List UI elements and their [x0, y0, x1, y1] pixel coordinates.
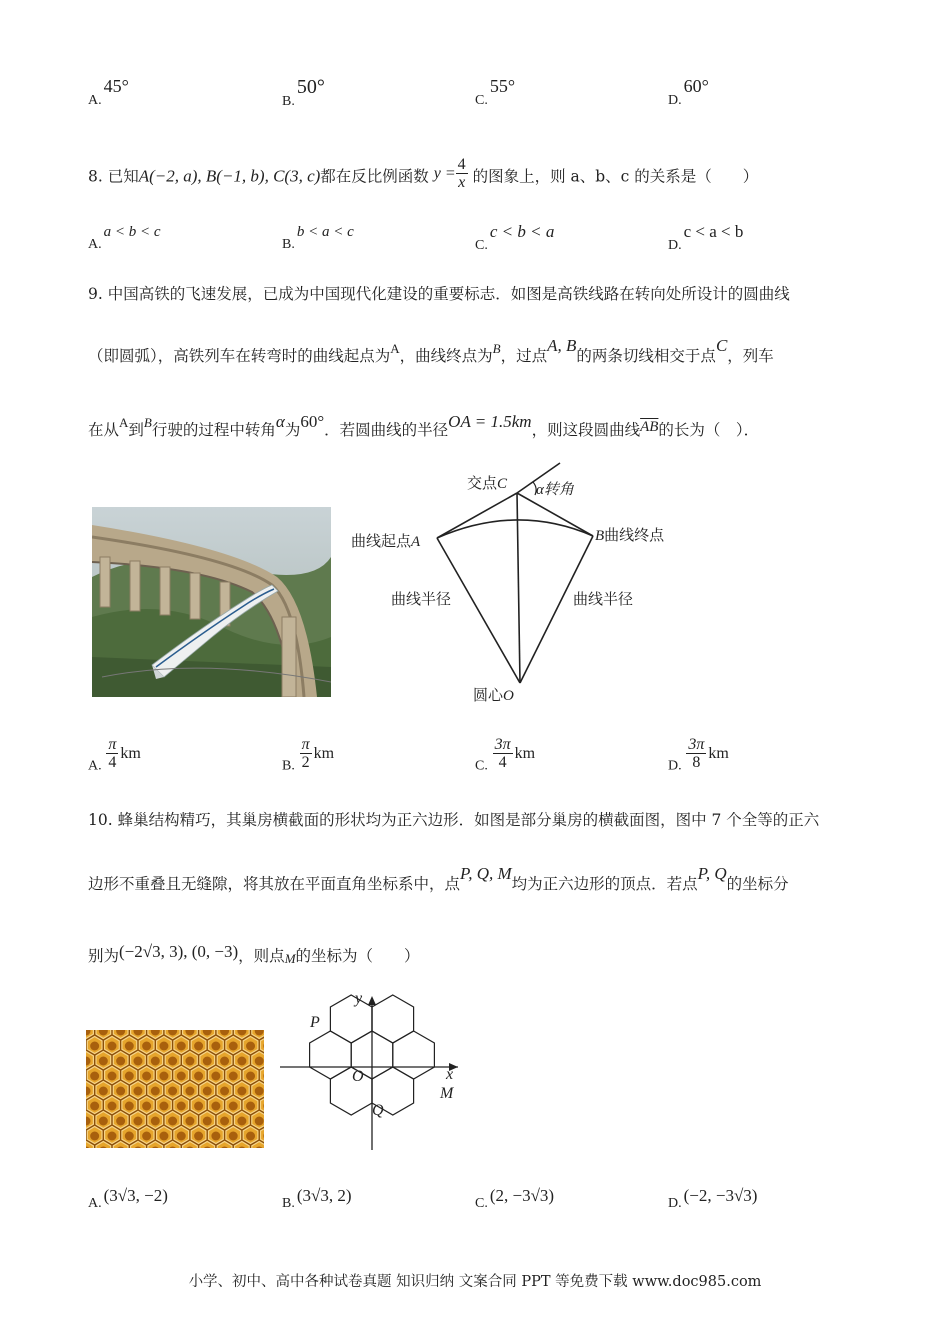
honeycomb-cell-hole: [133, 1057, 142, 1066]
hexagon: [393, 1031, 435, 1079]
honeycomb-cell-hole: [90, 1102, 99, 1111]
honeycomb-cell-hole: [125, 1132, 134, 1141]
honeycomb-cell-hole: [125, 1072, 134, 1081]
honeycomb-photo: [86, 1030, 264, 1148]
honeycomb-cell-hole: [194, 1072, 203, 1081]
honeycomb-cell-hole: [255, 1117, 264, 1126]
honeycomb-cell-hole: [211, 1072, 220, 1081]
hexagon: [330, 995, 372, 1043]
honeycomb-cell-hole: [211, 1132, 220, 1141]
honeycomb-cell-hole: [229, 1102, 238, 1111]
q10-option-b: B. (3√3, 2): [282, 1186, 352, 1211]
honeycomb-cell-hole: [203, 1117, 212, 1126]
q9-option-b: B. $\frac{\pi}{2}$ km: [282, 736, 335, 774]
q10-line2: 边形不重叠且无缝隙，将其放在平面直角坐标系中，点P, Q, M均为正六边形的顶点．若点P, Q的坐标分: [88, 864, 789, 893]
honeycomb-cell-hole: [177, 1072, 186, 1081]
q8-option-b: B.b < a < c: [282, 224, 354, 252]
q7-option-a: A.45°: [88, 76, 129, 108]
label-cross: 交点C: [467, 474, 508, 492]
honeycomb-cell-hole: [220, 1087, 229, 1096]
q10-option-a: A. (3√3, −2): [88, 1186, 168, 1211]
honeycomb-cell-hole: [116, 1087, 125, 1096]
axis-y-label: y: [355, 990, 363, 1007]
honeycomb-cell-hole: [133, 1087, 142, 1096]
label-center: 圆心O: [473, 686, 514, 704]
honeycomb-cell-hole: [159, 1132, 168, 1141]
q9-line2: （即圆弧），高铁列车在转弯时的曲线起点为$^A$，曲线终点为$^B$，过点A, B的两条切线相交于点C，列车: [88, 336, 774, 365]
honeycomb-cell-hole: [151, 1117, 160, 1126]
label-radius-left: 曲线半径: [391, 590, 452, 608]
honeycomb-cell-hole: [151, 1057, 160, 1066]
honeycomb-cell-hole: [177, 1102, 186, 1111]
honeycomb-cell-hole: [255, 1057, 264, 1066]
label-turn: α转角: [536, 482, 574, 498]
honeycomb-cell-hole: [90, 1132, 99, 1141]
curve-diagram-lines: [345, 458, 685, 708]
q9-option-d: D. $\frac{3\pi}{8}$ km: [668, 736, 729, 774]
train-photo-illustration: [92, 507, 331, 697]
honeycomb-cell: [261, 1097, 265, 1114]
label-radius-right: 曲线半径: [573, 590, 634, 608]
honeycomb-cell-hole: [125, 1042, 134, 1051]
hexagon-diagram: [280, 990, 460, 1155]
honeycomb-cell-hole: [211, 1042, 220, 1051]
train-photo: [92, 507, 331, 697]
axis-x-label: x: [446, 1066, 454, 1083]
honeycomb-cell: [261, 1127, 265, 1144]
honeycomb-cell-hole: [90, 1072, 99, 1081]
honeycomb-cell-hole: [159, 1072, 168, 1081]
honeycomb-cell-hole: [185, 1087, 194, 1096]
point-m-label: M: [440, 1085, 454, 1102]
q10-option-d: D. (−2, −3√3): [668, 1186, 758, 1211]
q8-option-a: A.a < b < c: [88, 224, 161, 252]
honeycomb-cell-hole: [194, 1102, 203, 1111]
q9-line1: 9. 中国高铁的飞速发展，已成为中国现代化建设的重要标志．如图是高铁线路在转向处所设计的圆曲线: [88, 285, 790, 303]
honeycomb-cell-hole: [246, 1072, 255, 1081]
honeycomb-cell: [261, 1067, 265, 1084]
honeycomb-cell-hole: [125, 1102, 134, 1111]
curve-diagram: [345, 458, 685, 708]
q10-line1: 10. 蜂巢结构精巧，其巢房横截面的形状均为正六边形．如图是部分巢房的横截面图，图中 7 个全等的正六: [88, 811, 820, 829]
honeycomb-cell-hole: [99, 1087, 108, 1096]
honeycomb-illustration: [86, 1030, 264, 1148]
honeycomb-cell-hole: [194, 1042, 203, 1051]
honeycomb-cell-hole: [194, 1132, 203, 1141]
q9-option-a: A. $\frac{\pi}{4}$ km: [88, 736, 141, 774]
honeycomb-cell-hole: [237, 1087, 246, 1096]
honeycomb-cell-hole: [203, 1087, 212, 1096]
honeycomb-cell-hole: [159, 1042, 168, 1051]
page-footer: 小学、初中、高中各种试卷真题 知识归纳 文案合同 PPT 等免费下载 www.doc985.com: [188, 1274, 762, 1290]
honeycomb-cell-hole: [237, 1117, 246, 1126]
honeycomb-cell-hole: [142, 1042, 151, 1051]
honeycomb-cell-hole: [159, 1102, 168, 1111]
q7-option-c: C.55°: [475, 76, 516, 108]
q9-option-c: C. $\frac{3\pi}{4}$ km: [475, 736, 536, 774]
honeycomb-cell-hole: [90, 1042, 99, 1051]
point-q-label: Q: [372, 1102, 384, 1119]
honeycomb-cell-hole: [246, 1132, 255, 1141]
honeycomb-cell-hole: [203, 1057, 212, 1066]
honeycomb-cell-hole: [237, 1057, 246, 1066]
honeycomb-cell: [261, 1037, 265, 1054]
honeycomb-cell-hole: [185, 1117, 194, 1126]
honeycomb-cell-hole: [142, 1072, 151, 1081]
honeycomb-cell-hole: [107, 1072, 116, 1081]
honeycomb-cell-hole: [142, 1132, 151, 1141]
hexagon: [310, 1031, 352, 1079]
honeycomb-cell-hole: [185, 1057, 194, 1066]
hexagon: [372, 995, 414, 1043]
honeycomb-cell-hole: [116, 1057, 125, 1066]
origin-label: O: [352, 1068, 364, 1085]
honeycomb-cell-hole: [107, 1042, 116, 1051]
honeycomb-cell-hole: [229, 1132, 238, 1141]
honeycomb-cell-hole: [220, 1117, 229, 1126]
honeycomb-cell-hole: [229, 1072, 238, 1081]
honeycomb-cell-hole: [116, 1117, 125, 1126]
honeycomb-cell-hole: [151, 1087, 160, 1096]
honeycomb-cell-hole: [133, 1117, 142, 1126]
honeycomb-cell-hole: [177, 1042, 186, 1051]
hexagon-grid: [280, 990, 460, 1155]
q8-stem: 8. 已知A(−2, a), B(−1, b), C(3, c)都在反比例函数 y = $\frac{4}{x}$ 的图象上，则 a、b、c 的关系是（ ）: [88, 156, 759, 191]
q7-option-d: D.60°: [668, 76, 709, 108]
honeycomb-cell-hole: [246, 1042, 255, 1051]
honeycomb-cell-hole: [142, 1102, 151, 1111]
honeycomb-cell-hole: [107, 1102, 116, 1111]
honeycomb-cell-hole: [246, 1102, 255, 1111]
label-end: B曲线终点: [595, 526, 665, 544]
q9-line3: 在从$^A$到$^B$行驶的过程中转角α为60°．若圆曲线的半径OA = 1.5km，则这段圆曲线$\overline{AB}$的长为（ ）．: [88, 412, 760, 439]
honeycomb-cell-hole: [168, 1087, 177, 1096]
honeycomb-cell-hole: [99, 1057, 108, 1066]
label-start: 曲线起点A: [351, 532, 421, 550]
honeycomb-cell-hole: [168, 1057, 177, 1066]
q8-option-c: C.c < b < a: [475, 222, 555, 253]
honeycomb-cell-hole: [211, 1102, 220, 1111]
honeycomb-cell-hole: [220, 1057, 229, 1066]
honeycomb-cell-hole: [229, 1042, 238, 1051]
point-p-label: P: [310, 1014, 320, 1031]
q10-line3: 别为(−2√3, 3), (0, −3)，则点M的坐标为（ ）: [88, 942, 420, 966]
q10-option-c: C. (2, −3√3): [475, 1186, 555, 1211]
honeycomb-cell-hole: [99, 1117, 108, 1126]
honeycomb-cell-hole: [255, 1087, 264, 1096]
honeycomb-cell-hole: [168, 1117, 177, 1126]
honeycomb-cell-hole: [177, 1132, 186, 1141]
honeycomb-cell-hole: [107, 1132, 116, 1141]
q8-option-d: D.c < a < b: [668, 222, 744, 253]
q7-option-b: B.50°: [282, 76, 325, 109]
